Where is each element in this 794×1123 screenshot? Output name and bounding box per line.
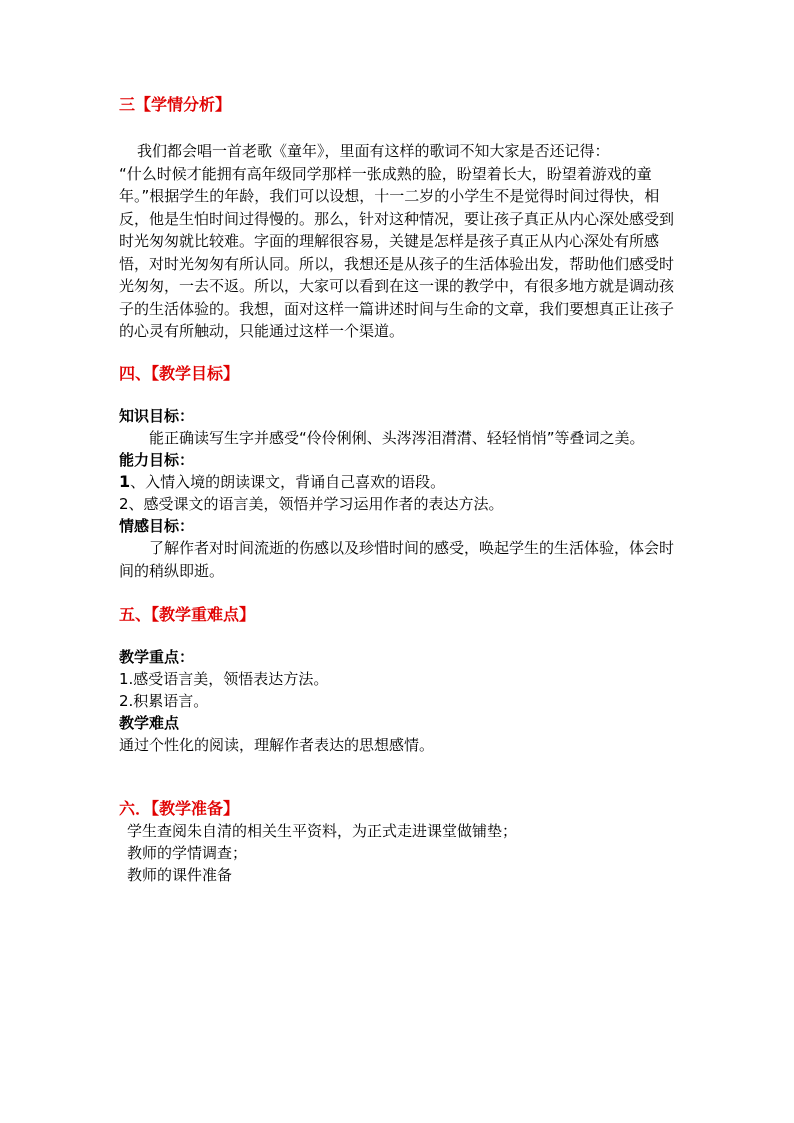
emotion-goal-text: 了解作者对时间流逝的伤感以及珍惜时间的感受，唤起学生的生活体验，体会时间的稍纵即逝。: [119, 539, 675, 580]
ability-item-1-text: 、入情入境的朗读课文，背诵自己喜欢的语段。: [130, 473, 446, 491]
preparation-item-1: 学生查阅朱自清的相关生平资料，为正式走进课堂做铺垫；: [127, 822, 518, 840]
preparation-item-2: 教师的学情调查；: [127, 844, 248, 862]
section-4-title: 四、【教学目标】: [119, 363, 240, 383]
knowledge-goal-text: 能正确读写生字并感受“伶伶俐俐、头涔涔泪潸潸、轻轻悄悄”等叠词之美。: [149, 428, 645, 447]
document-body: [119, 94, 679, 886]
ability-goal-item-2: 2、感受课文的语言美，领悟并学习运用作者的表达方法。: [119, 495, 504, 513]
key-point-item-1: 1.感受语言美，领悟表达方法。: [119, 670, 329, 688]
key-point-label: 教学重点：: [119, 648, 195, 666]
difficulty-text: 通过个性化的阅读，理解作者表达的思想感情。: [119, 736, 435, 754]
section-5-title: 五、【教学重难点】: [119, 605, 256, 624]
preparation-item-3: 教师的课件准备: [127, 866, 233, 884]
difficulty-label: 教学难点: [119, 714, 180, 732]
key-point-item-2: 2.积累语言。: [119, 692, 209, 710]
ability-item-1-number: 1: [119, 472, 131, 491]
knowledge-goal-label: 知识目标：: [119, 406, 195, 425]
section-3-body: “什么时候才能拥有高年级同学那样一张成熟的脸，盼望着长大，盼望着游戏的童年。”根据学生的年龄，我们可以设想，十一二岁的小学生不是觉得时间过得快，相反，他是生怕时间过得慢的。那么，针对这种情况，要让孩子真正从内心深处感受到时光匆匆就比较难。字面的理解很容易，关键是怎样是孩子真正从内心深处有所感悟，对时光匆匆有所认同。所以，我想还是从孩子的生活体验出发，帮助他们感受时光匆匆，一去不返。所以，大家可以看到在这一课的教学中，有很多地方就是调动孩子的生活体验的。我想，面对这样一篇讲述时间与生命的文章，我们要想真正让孩子的心灵有所触动，只能通过这样一个渠道。: [119, 164, 675, 340]
section-3-title: 三【学情分析】: [119, 95, 232, 114]
section-3-lead: 我们都会唱一首老歌《童年》，里面有这样的歌词不知大家是否还记得：: [137, 142, 610, 160]
ability-goal-label: 能力目标：: [119, 451, 195, 469]
emotion-goal-label: 情感目标：: [119, 517, 195, 535]
ability-goal-item-1: [119, 471, 679, 493]
section-6-title: 六．【教学准备】: [119, 799, 240, 818]
